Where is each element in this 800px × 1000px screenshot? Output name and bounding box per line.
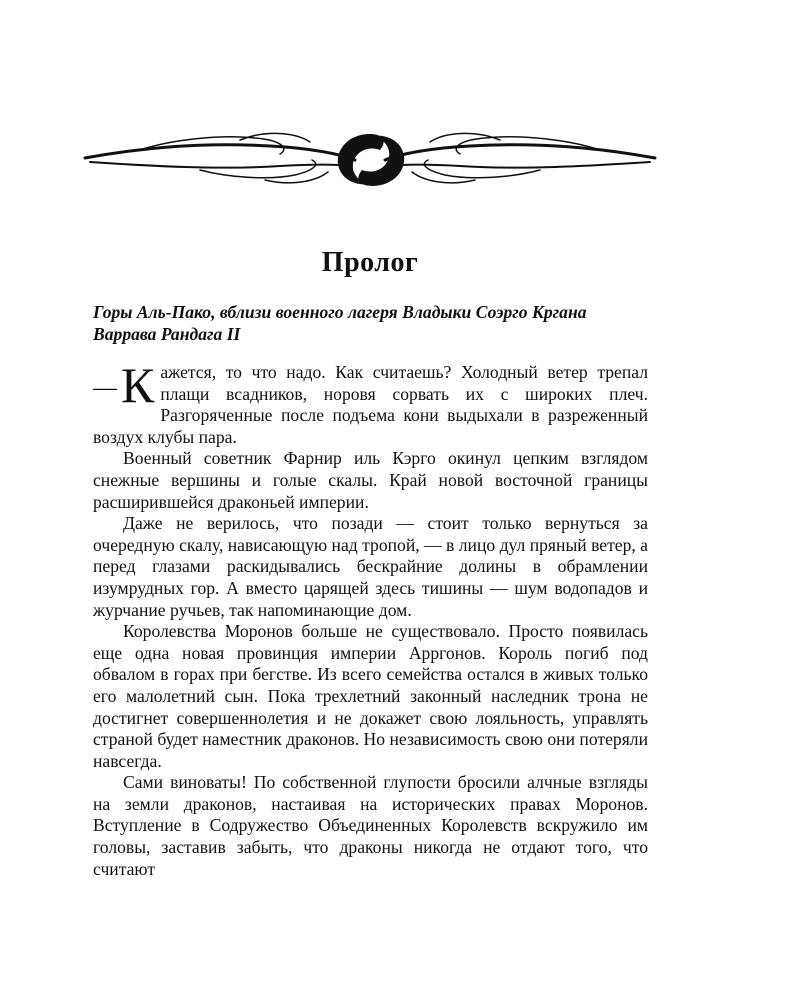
opening-dash: —: [93, 375, 117, 401]
paragraph: Сами виноваты! По собственной глупости бросили алчные взгляды на земли драконов, настаивая на исторических правах Моронов. Вступление в Содружество Объединенных Королевств вскружило им головы, заставив забыть, что драконы никогда не отдают того, что считают: [93, 772, 648, 879]
drop-cap: К: [121, 357, 155, 413]
opening-text: ажется, то что надо. Как считаешь? Холодный ветер трепал плащи всадников, норовя сорвать их с широких плеч. Разгоряченные после подъема кони выдыхали в разреженный воздух клубы пара.: [93, 362, 648, 447]
chapter-title: Пролог: [321, 247, 419, 278]
paragraph: Королевства Моронов больше не существовало. Просто появилась еще одна новая провинция империи Арргонов. Король погиб под обвалом в горах при бегстве. Из всего семейства остался в живых только его малолетний сын. Пока трехлетний законный наследник трона не достигнет совершеннолетия и не докажет свою лояльность, управлять страной будет наместник драконов. Но независимость свою они потеряли навсегда.: [93, 621, 648, 771]
chapter-location: Горы Аль-Пако, вблизи военного лагеря Владыки Соэрго Кргана Варрава Рандага II: [93, 302, 587, 344]
paragraph: Даже не верилось, что позади — стоит только вернуться за очередную скалу, нависающую над тропой, — в лицо дул пряный ветер, а перед глазами раскидывались бескрайние долины в обрамлении изумрудных гор. А вместо царящей здесь тишины — шум водопадов и журчание ручьев, так напоминающие дом.: [93, 513, 648, 620]
ornament-divider-icon: [80, 120, 660, 200]
paragraph: Военный советник Фарнир иль Кэрго окинул цепким взглядом снежные вершины и голые скалы. Край новой восточной границы расширившейся драконьей империи.: [93, 448, 648, 512]
chapter-body: [93, 357, 648, 880]
opening-paragraph: [93, 357, 648, 448]
